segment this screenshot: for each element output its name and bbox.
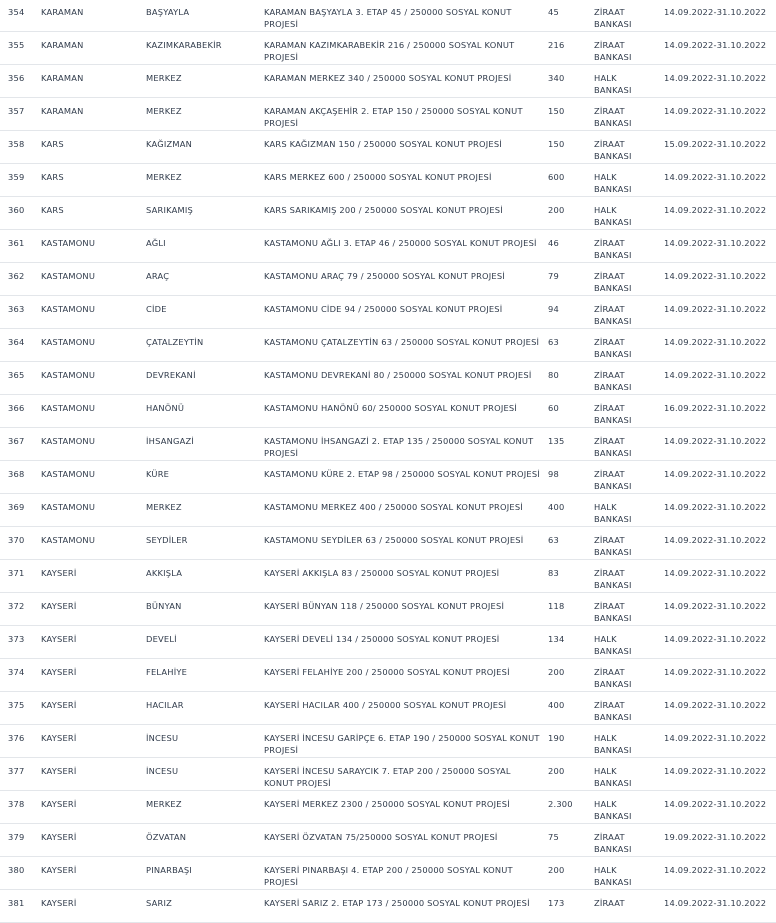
table-row — [0, 692, 776, 725]
row-number: 364 — [8, 337, 25, 347]
row-number: 370 — [8, 535, 25, 545]
table-row — [0, 560, 776, 593]
district-cell: İHSANGAZİ — [146, 436, 195, 446]
date-range-cell: 14.09.2022-31.10.2022 — [664, 40, 767, 50]
row-number: 363 — [8, 304, 25, 314]
unit-count-cell: 83 — [548, 568, 559, 578]
date-range-cell: 14.09.2022-31.10.2022 — [664, 667, 767, 677]
date-range-cell: 14.09.2022-31.10.2022 — [664, 568, 767, 578]
table-row — [0, 824, 776, 857]
district-cell: PINARBAŞI — [146, 865, 192, 875]
date-range-cell: 14.09.2022-31.10.2022 — [664, 733, 767, 743]
row-number: 379 — [8, 832, 25, 842]
row-number: 376 — [8, 733, 25, 743]
date-range-cell: 14.09.2022-31.10.2022 — [664, 304, 767, 314]
bank-cell: HALK BANKASI — [594, 865, 632, 887]
project-name-cell: KARS KAĞIZMAN 150 / 250000 SOSYAL KONUT PROJESİ — [264, 139, 502, 149]
row-number: 356 — [8, 73, 25, 83]
row-number: 374 — [8, 667, 25, 677]
bank-cell: ZİRAAT BANKASI — [594, 139, 632, 161]
row-number: 365 — [8, 370, 25, 380]
table-row — [0, 32, 776, 65]
unit-count-cell: 60 — [548, 403, 559, 413]
date-range-cell: 14.09.2022-31.10.2022 — [664, 106, 767, 116]
province-cell: KASTAMONU — [41, 403, 96, 413]
row-number: 380 — [8, 865, 25, 875]
project-name-cell: KAYSERİ HACILAR 400 / 250000 SOSYAL KONUT PROJESİ — [264, 700, 507, 710]
project-name-cell: KARS SARIKAMIŞ 200 / 250000 SOSYAL KONUT PROJESİ — [264, 205, 503, 215]
district-cell: KÜRE — [146, 469, 170, 479]
unit-count-cell: 200 — [548, 205, 565, 215]
province-cell: KAYSERİ — [41, 766, 77, 776]
date-range-cell: 14.09.2022-31.10.2022 — [664, 172, 767, 182]
district-cell: MERKEZ — [146, 502, 182, 512]
project-name-cell: KASTAMONU DEVREKANİ 80 / 250000 SOSYAL KONUT PROJESİ — [264, 370, 532, 380]
date-range-cell: 14.09.2022-31.10.2022 — [664, 634, 767, 644]
unit-count-cell: 173 — [548, 898, 565, 908]
province-cell: KASTAMONU — [41, 370, 96, 380]
unit-count-cell: 134 — [548, 634, 565, 644]
project-name-cell: KASTAMONU AĞLI 3. ETAP 46 / 250000 SOSYAL KONUT PROJESİ — [264, 238, 537, 248]
table-row — [0, 263, 776, 296]
bank-cell: HALK BANKASI — [594, 799, 632, 821]
project-name-cell: KAYSERİ PINARBAŞI 4. ETAP 200 / 250000 SOSYAL KONUT PROJESİ — [264, 865, 513, 887]
unit-count-cell: 2.300 — [548, 799, 573, 809]
province-cell: KASTAMONU — [41, 337, 96, 347]
row-number: 360 — [8, 205, 25, 215]
unit-count-cell: 75 — [548, 832, 559, 842]
project-name-cell: KASTAMONU ÇATALZEYTİN 63 / 250000 SOSYAL KONUT PROJESİ — [264, 337, 540, 347]
table-row — [0, 593, 776, 626]
bank-cell: ZİRAAT — [594, 898, 625, 908]
district-cell: DEVREKANİ — [146, 370, 196, 380]
unit-count-cell: 118 — [548, 601, 565, 611]
project-name-cell: KARAMAN AKÇAŞEHİR 2. ETAP 150 / 250000 SOSYAL KONUT PROJESİ — [264, 106, 523, 128]
unit-count-cell: 190 — [548, 733, 565, 743]
project-name-cell: KASTAMONU KÜRE 2. ETAP 98 / 250000 SOSYAL KONUT PROJESİ — [264, 469, 540, 479]
unit-count-cell: 200 — [548, 865, 565, 875]
district-cell: İNCESU — [146, 733, 179, 743]
date-range-cell: 15.09.2022-31.10.2022 — [664, 139, 767, 149]
date-range-cell: 14.09.2022-31.10.2022 — [664, 799, 767, 809]
unit-count-cell: 150 — [548, 106, 565, 116]
bank-cell: ZİRAAT BANKASI — [594, 370, 632, 392]
project-name-cell: KASTAMONU SEYDİLER 63 / 250000 SOSYAL KONUT PROJESİ — [264, 535, 524, 545]
date-range-cell: 16.09.2022-31.10.2022 — [664, 403, 767, 413]
date-range-cell: 14.09.2022-31.10.2022 — [664, 469, 767, 479]
table-row — [0, 758, 776, 791]
district-cell: MERKEZ — [146, 73, 182, 83]
province-cell: KARAMAN — [41, 7, 84, 17]
unit-count-cell: 80 — [548, 370, 559, 380]
date-range-cell: 14.09.2022-31.10.2022 — [664, 535, 767, 545]
province-cell: KAYSERİ — [41, 568, 77, 578]
province-cell: KAYSERİ — [41, 601, 77, 611]
district-cell: HANÖNÜ — [146, 403, 185, 413]
unit-count-cell: 150 — [548, 139, 565, 149]
province-cell: KAYSERİ — [41, 865, 77, 875]
row-number: 359 — [8, 172, 25, 182]
province-cell: KASTAMONU — [41, 271, 96, 281]
unit-count-cell: 63 — [548, 337, 559, 347]
unit-count-cell: 200 — [548, 667, 565, 677]
project-name-cell: KAYSERİ DEVELİ 134 / 250000 SOSYAL KONUT PROJESİ — [264, 634, 500, 644]
table-row — [0, 527, 776, 560]
district-cell: ARAÇ — [146, 271, 170, 281]
unit-count-cell: 98 — [548, 469, 559, 479]
province-cell: KASTAMONU — [41, 436, 96, 446]
row-number: 368 — [8, 469, 25, 479]
province-cell: KARS — [41, 139, 64, 149]
row-number: 367 — [8, 436, 25, 446]
row-number: 354 — [8, 7, 25, 17]
project-name-cell: KASTAMONU ARAÇ 79 / 250000 SOSYAL KONUT PROJESİ — [264, 271, 505, 281]
project-name-cell: KAYSERİ FELAHİYE 200 / 250000 SOSYAL KONUT PROJESİ — [264, 667, 510, 677]
date-range-cell: 14.09.2022-31.10.2022 — [664, 7, 767, 17]
date-range-cell: 14.09.2022-31.10.2022 — [664, 865, 767, 875]
date-range-cell: 14.09.2022-31.10.2022 — [664, 436, 767, 446]
bank-cell: ZİRAAT BANKASI — [594, 700, 632, 722]
bank-cell: HALK BANKASI — [594, 172, 632, 194]
unit-count-cell: 400 — [548, 700, 565, 710]
bank-cell: ZİRAAT BANKASI — [594, 106, 632, 128]
row-number: 371 — [8, 568, 25, 578]
date-range-cell: 14.09.2022-31.10.2022 — [664, 370, 767, 380]
province-cell: KARAMAN — [41, 73, 84, 83]
district-cell: FELAHİYE — [146, 667, 188, 677]
date-range-cell: 14.09.2022-31.10.2022 — [664, 700, 767, 710]
table-row — [0, 395, 776, 428]
bank-cell: ZİRAAT BANKASI — [594, 535, 632, 557]
district-cell: AĞLI — [146, 238, 166, 248]
bank-cell: ZİRAAT BANKASI — [594, 403, 632, 425]
date-range-cell: 14.09.2022-31.10.2022 — [664, 502, 767, 512]
bank-cell: HALK BANKASI — [594, 73, 632, 95]
province-cell: KAYSERİ — [41, 733, 77, 743]
bank-cell: ZİRAAT BANKASI — [594, 667, 632, 689]
unit-count-cell: 216 — [548, 40, 565, 50]
district-cell: DEVELİ — [146, 634, 177, 644]
province-cell: KASTAMONU — [41, 502, 96, 512]
row-number: 357 — [8, 106, 25, 116]
province-cell: KASTAMONU — [41, 238, 96, 248]
unit-count-cell: 135 — [548, 436, 565, 446]
unit-count-cell: 200 — [548, 766, 565, 776]
project-name-cell: KAYSERİ İNCESU GARİPÇE 6. ETAP 190 / 250000 SOSYAL KONUT PROJESİ — [264, 733, 540, 755]
table-row — [0, 197, 776, 230]
project-name-cell: KARAMAN KAZIMKARABEKİR 216 / 250000 SOSYAL KONUT PROJESİ — [264, 40, 515, 62]
bank-cell: HALK BANKASI — [594, 766, 632, 788]
district-cell: SARIZ — [146, 898, 172, 908]
project-name-cell: KAYSERİ SARIZ 2. ETAP 173 / 250000 SOSYAL KONUT PROJESİ — [264, 898, 530, 908]
project-name-cell: KASTAMONU MERKEZ 400 / 250000 SOSYAL KONUT PROJESİ — [264, 502, 523, 512]
province-cell: KASTAMONU — [41, 304, 96, 314]
table-row — [0, 65, 776, 98]
district-cell: MERKEZ — [146, 172, 182, 182]
bank-cell: ZİRAAT BANKASI — [594, 304, 632, 326]
unit-count-cell: 45 — [548, 7, 559, 17]
province-cell: KAYSERİ — [41, 832, 77, 842]
row-number: 377 — [8, 766, 25, 776]
table-row — [0, 659, 776, 692]
district-cell: BÜNYAN — [146, 601, 182, 611]
date-range-cell: 14.09.2022-31.10.2022 — [664, 271, 767, 281]
province-cell: KAYSERİ — [41, 700, 77, 710]
table-row — [0, 626, 776, 659]
province-cell: KASTAMONU — [41, 469, 96, 479]
district-cell: KAĞIZMAN — [146, 139, 193, 149]
district-cell: ÖZVATAN — [146, 832, 187, 842]
row-number: 362 — [8, 271, 25, 281]
unit-count-cell: 46 — [548, 238, 559, 248]
table-row — [0, 131, 776, 164]
bank-cell: ZİRAAT BANKASI — [594, 40, 632, 62]
project-name-cell: KAYSERİ ÖZVATAN 75/250000 SOSYAL KONUT PROJESİ — [264, 832, 498, 842]
table-row — [0, 890, 776, 923]
table-row — [0, 725, 776, 758]
table-row — [0, 362, 776, 395]
project-name-cell: KASTAMONU HANÖNÜ 60/ 250000 SOSYAL KONUT PROJESİ — [264, 403, 518, 413]
bank-cell: HALK BANKASI — [594, 205, 632, 227]
unit-count-cell: 340 — [548, 73, 565, 83]
table-row — [0, 791, 776, 824]
table-row — [0, 230, 776, 263]
unit-count-cell: 400 — [548, 502, 565, 512]
table-row — [0, 164, 776, 197]
bank-cell: ZİRAAT BANKASI — [594, 436, 632, 458]
row-number: 355 — [8, 40, 25, 50]
date-range-cell: 14.09.2022-31.10.2022 — [664, 73, 767, 83]
district-cell: BAŞYAYLA — [146, 7, 190, 17]
date-range-cell: 14.09.2022-31.10.2022 — [664, 898, 767, 908]
table-row — [0, 494, 776, 527]
district-cell: AKKIŞLA — [146, 568, 183, 578]
district-cell: MERKEZ — [146, 799, 182, 809]
row-number: 361 — [8, 238, 25, 248]
table-row — [0, 428, 776, 461]
project-name-cell: KAYSERİ MERKEZ 2300 / 250000 SOSYAL KONUT PROJESİ — [264, 799, 510, 809]
project-name-cell: KASTAMONU CİDE 94 / 250000 SOSYAL KONUT PROJESİ — [264, 304, 503, 314]
district-cell: CİDE — [146, 304, 167, 314]
row-number: 369 — [8, 502, 25, 512]
row-number: 372 — [8, 601, 25, 611]
project-name-cell: KASTAMONU İHSANGAZİ 2. ETAP 135 / 250000 SOSYAL KONUT PROJESİ — [264, 436, 534, 458]
date-range-cell: 14.09.2022-31.10.2022 — [664, 601, 767, 611]
table-row — [0, 296, 776, 329]
date-range-cell: 14.09.2022-31.10.2022 — [664, 205, 767, 215]
bank-cell: ZİRAAT BANKASI — [594, 337, 632, 359]
row-number: 358 — [8, 139, 25, 149]
unit-count-cell: 600 — [548, 172, 565, 182]
unit-count-cell: 79 — [548, 271, 559, 281]
district-cell: ÇATALZEYTİN — [146, 337, 204, 347]
table-row — [0, 98, 776, 131]
bank-cell: ZİRAAT BANKASI — [594, 832, 632, 854]
district-cell: HACILAR — [146, 700, 184, 710]
province-cell: KASTAMONU — [41, 535, 96, 545]
bank-cell: ZİRAAT BANKASI — [594, 568, 632, 590]
row-number: 375 — [8, 700, 25, 710]
date-range-cell: 14.09.2022-31.10.2022 — [664, 238, 767, 248]
bank-cell: ZİRAAT BANKASI — [594, 601, 632, 623]
bank-cell: ZİRAAT BANKASI — [594, 7, 632, 29]
province-cell: KAYSERİ — [41, 898, 77, 908]
bank-cell: ZİRAAT BANKASI — [594, 238, 632, 260]
date-range-cell: 14.09.2022-31.10.2022 — [664, 766, 767, 776]
date-range-cell: 19.09.2022-31.10.2022 — [664, 832, 767, 842]
date-range-cell: 14.09.2022-31.10.2022 — [664, 337, 767, 347]
row-number: 373 — [8, 634, 25, 644]
province-cell: KARAMAN — [41, 40, 84, 50]
bank-cell: HALK BANKASI — [594, 634, 632, 656]
bank-cell: ZİRAAT BANKASI — [594, 469, 632, 491]
row-number: 381 — [8, 898, 25, 908]
bank-cell: HALK BANKASI — [594, 733, 632, 755]
unit-count-cell: 94 — [548, 304, 559, 314]
project-name-cell: KARAMAN MERKEZ 340 / 250000 SOSYAL KONUT PROJESİ — [264, 73, 512, 83]
project-name-cell: KAYSERİ AKKIŞLA 83 / 250000 SOSYAL KONUT PROJESİ — [264, 568, 500, 578]
province-cell: KARS — [41, 205, 64, 215]
table-row — [0, 857, 776, 890]
project-name-cell: KAYSERİ BÜNYAN 118 / 250000 SOSYAL KONUT PROJESİ — [264, 601, 505, 611]
table-row — [0, 329, 776, 362]
row-number: 378 — [8, 799, 25, 809]
project-name-cell: KAYSERİ İNCESU SARAYCIK 7. ETAP 200 / 250000 SOSYAL KONUT PROJESİ — [264, 766, 511, 788]
bank-cell: ZİRAAT BANKASI — [594, 271, 632, 293]
table-row — [0, 0, 776, 32]
province-cell: KAYSERİ — [41, 667, 77, 677]
bank-cell: HALK BANKASI — [594, 502, 632, 524]
row-number: 366 — [8, 403, 25, 413]
province-cell: KAYSERİ — [41, 634, 77, 644]
district-cell: SARIKAMIŞ — [146, 205, 193, 215]
district-cell: MERKEZ — [146, 106, 182, 116]
district-cell: SEYDİLER — [146, 535, 188, 545]
province-cell: KAYSERİ — [41, 799, 77, 809]
province-cell: KARS — [41, 172, 64, 182]
district-cell: İNCESU — [146, 766, 179, 776]
province-cell: KARAMAN — [41, 106, 84, 116]
district-cell: KAZIMKARABEKİR — [146, 40, 222, 50]
unit-count-cell: 63 — [548, 535, 559, 545]
project-name-cell: KARAMAN BAŞYAYLA 3. ETAP 45 / 250000 SOSYAL KONUT PROJESİ — [264, 7, 512, 29]
table-row — [0, 461, 776, 494]
project-name-cell: KARS MERKEZ 600 / 250000 SOSYAL KONUT PROJESİ — [264, 172, 492, 182]
